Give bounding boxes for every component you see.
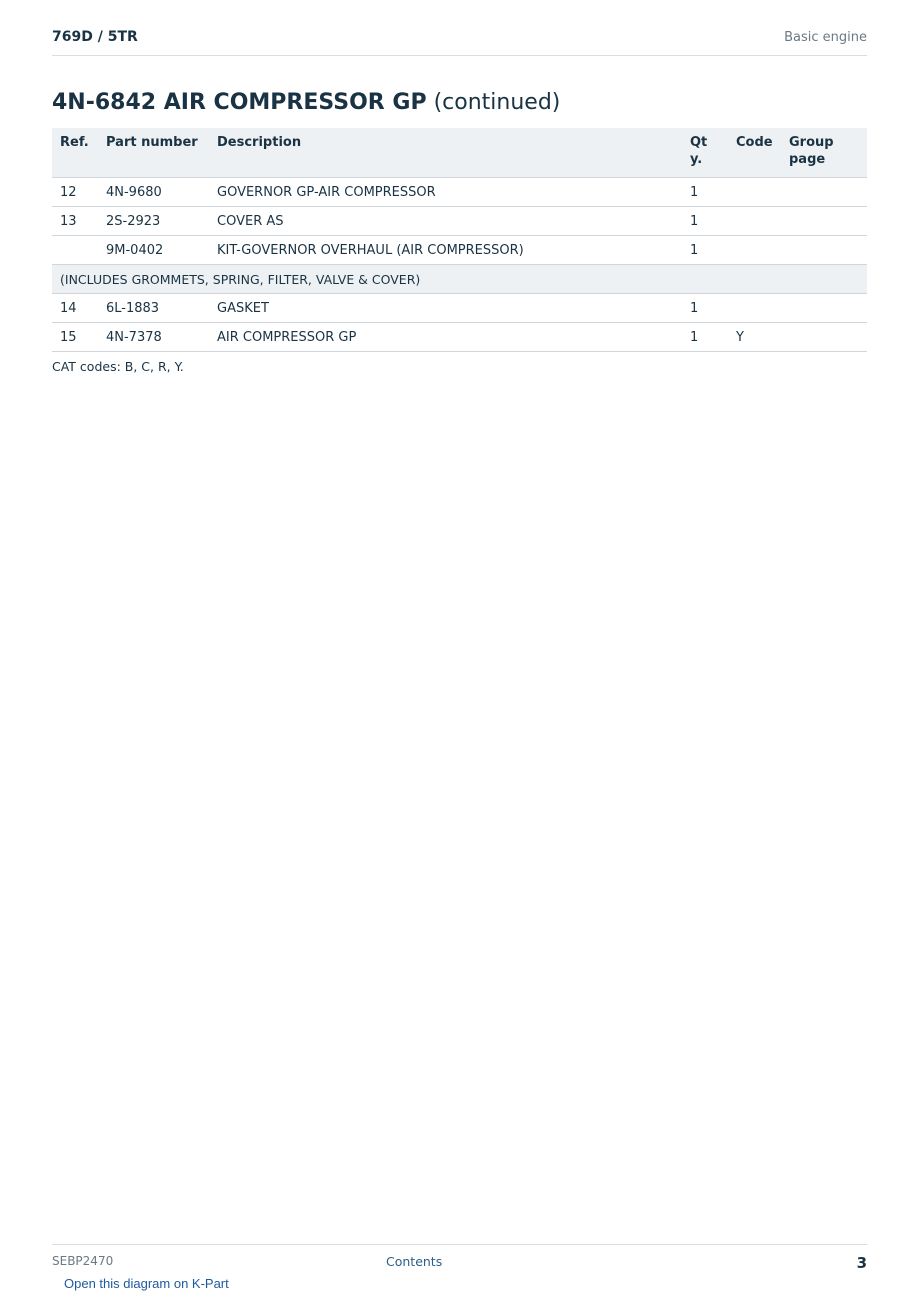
contents-link[interactable]: Contents xyxy=(386,1254,443,1269)
page-footer xyxy=(52,1244,867,1272)
cell-qty: 1 xyxy=(682,323,728,352)
cell-description: AIR COMPRESSOR GP xyxy=(209,323,682,352)
model-label: 769D / 5TR xyxy=(52,29,138,45)
col-description: Description xyxy=(209,128,682,178)
cell-description: KIT-GOVERNOR OVERHAUL (AIR COMPRESSOR) xyxy=(209,236,682,265)
cell-part-number: 2S-2923 xyxy=(98,207,209,236)
table-note-row xyxy=(52,265,867,294)
title-main: 4N-6842 AIR COMPRESSOR GP xyxy=(52,90,427,115)
cell-ref: 12 xyxy=(52,178,98,207)
col-part-number: Part number xyxy=(98,128,209,178)
cell-qty: 1 xyxy=(682,236,728,265)
cell-part-number: 6L-1883 xyxy=(98,294,209,323)
cell-part-number: 9M-0402 xyxy=(98,236,209,265)
cell-group-page xyxy=(781,294,867,323)
table-row xyxy=(52,178,867,207)
page-title xyxy=(52,90,560,115)
kpart-diagram-link[interactable]: Open this diagram on K-Part xyxy=(64,1276,229,1291)
cat-codes-note: CAT codes: B, C, R, Y. xyxy=(52,359,184,374)
cell-code xyxy=(728,236,781,265)
cell-part-number: 4N-7378 xyxy=(98,323,209,352)
section-label: Basic engine xyxy=(784,30,867,45)
col-code: Code xyxy=(728,128,781,178)
table-row xyxy=(52,236,867,265)
cell-code xyxy=(728,178,781,207)
cell-ref: 13 xyxy=(52,207,98,236)
page-number: 3 xyxy=(856,1254,867,1272)
cell-group-page xyxy=(781,178,867,207)
cell-note: (INCLUDES GROMMETS, SPRING, FILTER, VALVE & COVER) xyxy=(52,265,867,294)
cell-ref: 15 xyxy=(52,323,98,352)
cell-description: COVER AS xyxy=(209,207,682,236)
table-header-row xyxy=(52,128,867,178)
cell-qty: 1 xyxy=(682,178,728,207)
cell-ref xyxy=(52,236,98,265)
cell-qty: 1 xyxy=(682,207,728,236)
cell-code: Y xyxy=(728,323,781,352)
title-suffix: (continued) xyxy=(426,90,561,115)
cell-description: GOVERNOR GP-AIR COMPRESSOR xyxy=(209,178,682,207)
cell-description: GASKET xyxy=(209,294,682,323)
cell-group-page xyxy=(781,323,867,352)
page-header xyxy=(52,28,867,56)
cell-group-page xyxy=(781,207,867,236)
col-ref: Ref. xyxy=(52,128,98,178)
cell-part-number: 4N-9680 xyxy=(98,178,209,207)
table-row xyxy=(52,323,867,352)
parts-table xyxy=(52,128,867,352)
cell-ref: 14 xyxy=(52,294,98,323)
table-row xyxy=(52,294,867,323)
doc-number: SEBP2470 xyxy=(52,1254,114,1268)
cell-code xyxy=(728,207,781,236)
col-group-page: Group page xyxy=(781,128,867,178)
cell-group-page xyxy=(781,236,867,265)
cell-code xyxy=(728,294,781,323)
cell-qty: 1 xyxy=(682,294,728,323)
col-qty: Qty. xyxy=(682,128,728,178)
table-row xyxy=(52,207,867,236)
